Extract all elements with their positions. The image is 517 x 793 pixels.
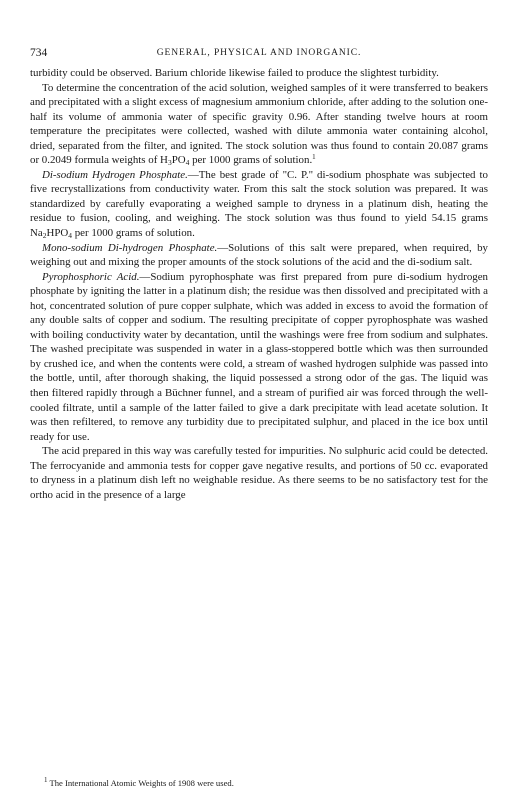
paragraph-impurity-tests: The acid prepared in this way was carefully tested for impurities. No sulphuric acid could be detected. The ferrocyanide and ammonia tests for copper gave negative results, and portions of 50 cc. evaporated to dryness in a platinum dish left no weighable residue. As there seems to be no satisfactory test for the ortho acid in the presence of a large [30, 445, 488, 501]
paragraph-text: per 1000 grams of solution. [189, 154, 313, 167]
section-title: Mono-sodium Di-hydrogen Phosphate. [42, 241, 218, 254]
paragraph-text: —Sodium pyrophosphate was first prepared from pure di-sodium hydrogen phosphate by igniting the latter in a platinum dish; the residue was then dissolved and precipitated with a hot, concentrated solution of pure copper sulphate, which was added in excess to avoid the formation of any double salts of copper and sodium. The resulting precipitate of copper pyrophosphate was washed with boiling conductivity water by decantation, until the washings were free from sodium and sulphates. The washed precipitate was suspended in water in a glass-stoppered bottle which was then surrounded by crushed ice, and when the contents were cold, a stream of washed hydrogen sulphide was passed into the bottle, until, after thorough shaking, the liquid possessed a strong odor of the gas. The liquid was then filtered rapidly through a Büchner funnel, and a stream of purified air was forced through the well-cooled filtrate, until a sample of the latter failed to give a dark precipitate with lead acetate solution. It was then refiltered, to remove any turbidity due to precipitated sulphur, and placed in the ice box until ready for use. [30, 270, 488, 443]
subscript: 3 [167, 158, 172, 168]
paragraph-acid-concentration [30, 81, 488, 168]
paragraph-text: —The best grade of "C. P." di-sodium phosphate was subjected to five recrystallizations from conductivity water. From this salt the stock solution was prepared. It was standardized by carefully evaporating a weighed sample to dryness in a platinum dish, heating the residue to fusion, cooling, and weighing. The stock solution was thus found to yield 54.15 grams Na [30, 168, 488, 240]
section-title: Di-sodium Hydrogen Phosphate. [42, 168, 188, 181]
footnote-reference: 1 [312, 153, 316, 162]
footnote-marker: 1 [44, 776, 48, 784]
paragraph-monosodium-phosphate [30, 241, 488, 270]
paragraph-continuation: turbidity could be observed. Barium chloride likewise failed to produce the slightest turbidity. [30, 67, 439, 79]
subscript: 4 [68, 231, 72, 241]
paragraph-disodium-phosphate [30, 168, 488, 241]
body-text [30, 66, 488, 502]
footnote-text: The International Atomic Weights of 1908 were used. [47, 778, 234, 788]
paragraph-pyrophosphoric-acid [30, 270, 488, 445]
paragraph-text: To determine the concentration of the acid solution, weighed samples of it were transferred to beakers and precipitated with a slight excess of magnesium ammonium chloride, after adding to the solution one-half its volume of ammonia water of specific gravity 0.96. After standing twelve hours at room temperature the precipitates were collected, washed with dilute ammonia water containing alcohol, dried, separated from the filter, and ignited. The stock solution was thus found to contain 20.087 grams or 0.2049 formula weights of H [30, 81, 488, 167]
section-title: Pyrophosphoric Acid. [42, 270, 140, 283]
paragraph-text: per 1000 grams of solution. [72, 227, 195, 240]
formula-text: PO [171, 154, 186, 167]
formula-text: HPO [46, 227, 69, 240]
page-number: 734 [30, 47, 48, 59]
running-head: GENERAL, PHYSICAL AND INORGANIC. [156, 47, 362, 58]
footnote [44, 778, 484, 789]
page-header [30, 47, 488, 61]
paragraph-text: —Solutions of this salt were prepared, when required, by weighing out and mixing the proper amounts of the stock solutions of the acid and the di-sodium salt. [30, 241, 489, 269]
subscript: 2 [42, 231, 47, 241]
subscript: 4 [185, 158, 190, 168]
